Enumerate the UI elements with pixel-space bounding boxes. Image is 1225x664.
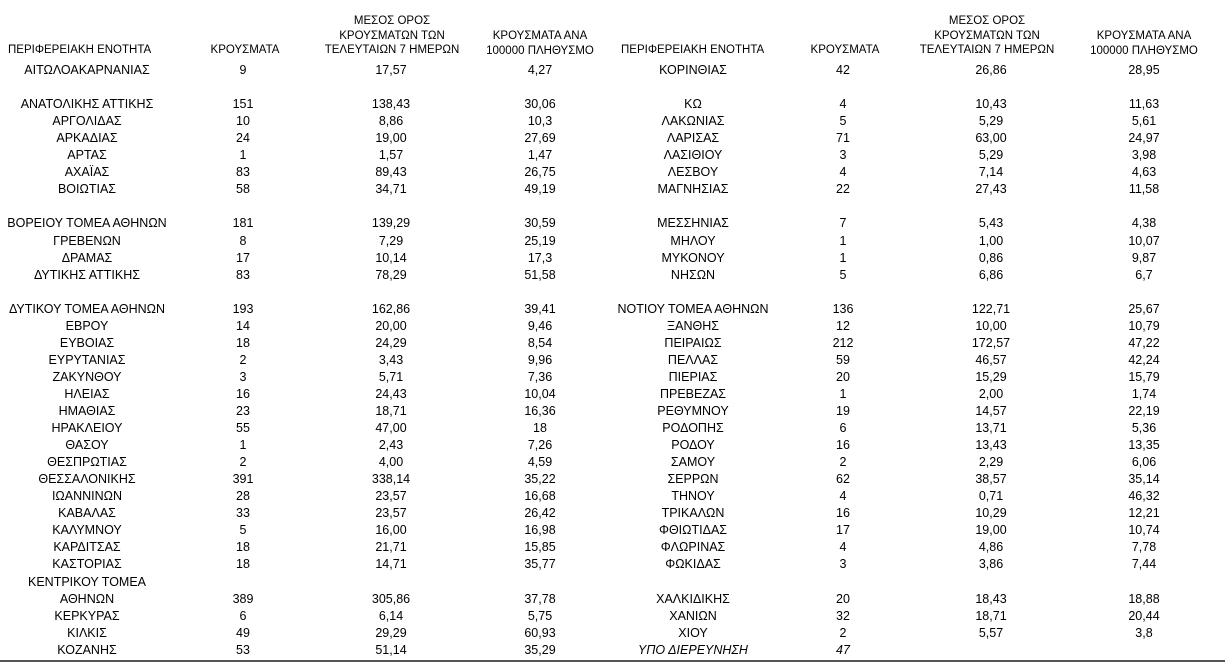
cell-cases: 1: [239, 438, 247, 453]
header-per100k-line2: 100000 ΠΛΗΘΥΣΜΟ: [1090, 44, 1198, 57]
cell-region: ΚΟΡΙΝΘΙΑΣ: [659, 63, 727, 77]
cell-per100k: 10,3: [527, 114, 553, 129]
cell-region: ΚΑΣΤΟΡΙΑΣ: [52, 557, 122, 572]
cell-region: ΕΒΡΟΥ: [65, 318, 109, 333]
cell-avg7: 46,57: [975, 352, 1007, 367]
table-row: [0, 471, 1225, 488]
cell-avg7: 162,86: [371, 301, 411, 316]
cell-cases: 12: [836, 318, 850, 333]
cell-region: ΕΥΡΥΤΑΝΙΑΣ: [48, 352, 126, 367]
cell-per100k: 5,36: [1131, 421, 1157, 436]
cell-region: ΚΑΒΑΛΑΣ: [58, 506, 116, 521]
cell-avg7: 2,43: [378, 438, 404, 453]
cell-region: ΠΙΕΡΙΑΣ: [668, 369, 718, 384]
cell-avg7: 338,14: [371, 472, 411, 487]
cell-region: ΡΟΔΟΥ: [671, 438, 715, 453]
cell-region: ΗΛΕΙΑΣ: [64, 386, 110, 401]
cell-region: ΗΜΑΘΙΑΣ: [58, 404, 116, 418]
cell-avg7: 10,29: [975, 506, 1007, 521]
cell-region: ΧΑΝΙΩΝ: [669, 608, 717, 623]
table-row: [0, 488, 1225, 505]
header-avg7-left: [322, 14, 462, 58]
cell-avg7: 19,00: [975, 523, 1007, 538]
cell-region: ΘΑΣΟΥ: [65, 438, 109, 453]
cell-per100k: 7,36: [527, 369, 553, 384]
cell-per100k: 46,32: [1128, 489, 1160, 504]
cell-cases: 6: [239, 608, 247, 623]
cell-cases: 1: [239, 148, 247, 163]
cell-cases: 28: [236, 489, 250, 504]
cell-per100k: 15,85: [524, 540, 556, 555]
cell-per100k: 27,69: [524, 131, 556, 146]
cell-per100k: 10,04: [524, 386, 556, 401]
table-row: [0, 574, 1225, 591]
cell-avg7: 13,71: [975, 421, 1007, 436]
cell-region: ΒΟΙΩΤΙΑΣ: [57, 182, 117, 197]
cell-avg7: 0,86: [978, 250, 1004, 265]
cell-cases: 18: [236, 557, 250, 572]
table-row: [0, 369, 1225, 386]
cell-avg7: 38,57: [975, 472, 1007, 487]
cell-per100k: 16,98: [524, 523, 556, 538]
cell-region: ΜΕΣΣΗΝΙΑΣ: [657, 216, 729, 231]
cell-cases: 4: [839, 165, 847, 180]
cell-per100k: 25,67: [1128, 301, 1160, 316]
cell-per100k: 7,26: [527, 438, 553, 453]
cell-avg7: 26,86: [975, 63, 1007, 77]
cell-per100k: 26,42: [524, 506, 556, 521]
cell-per100k: 26,75: [524, 165, 556, 180]
table-row: [0, 215, 1225, 232]
cell-region: ΧΙΟΥ: [678, 625, 708, 640]
cell-per100k: 7,44: [1131, 557, 1157, 572]
cell-per100k: 18: [533, 421, 547, 436]
cell-cases: 8: [239, 233, 247, 248]
cell-cases: 42: [836, 63, 850, 77]
cell-avg7: 21,71: [375, 540, 407, 555]
cell-per100k: 9,46: [527, 318, 553, 333]
cell-avg7: 23,57: [375, 506, 407, 521]
cell-avg7: 4,86: [978, 540, 1004, 555]
cell-per100k: 3,8: [1135, 625, 1153, 640]
cell-cases: 14: [236, 318, 250, 333]
cell-region: ΑΘΗΝΩΝ: [59, 591, 115, 606]
cell-cases: 10: [236, 114, 250, 129]
cell-per100k: 4,27: [527, 63, 553, 77]
cell-avg7: 18,43: [975, 591, 1007, 606]
cell-avg7: 51,14: [375, 642, 407, 657]
cell-avg7: 2,00: [978, 386, 1004, 401]
cell-region: ΚΑΡΔΙΤΣΑΣ: [53, 540, 121, 555]
cell-region: ΔΥΤΙΚΗΣ ΑΤΤΙΚΗΣ: [34, 267, 140, 282]
cell-region: ΥΠΟ ΔΙΕΡΕΥΝΗΣΗ: [638, 642, 748, 657]
cell-cases: 49: [236, 625, 250, 640]
cell-avg7: 18,71: [975, 608, 1007, 623]
cell-avg7: 1,00: [978, 233, 1004, 248]
cell-region: ΦΛΩΡΙΝΑΣ: [660, 540, 726, 555]
header-region-left: ΠΕΡΙΦΕΡΕΙΑΚΗ ΕΝΟΤΗΤΑ: [8, 44, 152, 56]
cell-per100k: 10,07: [1128, 233, 1160, 248]
cell-avg7: 7,14: [978, 165, 1004, 180]
cell-avg7: 10,14: [375, 250, 407, 265]
cell-per100k: 1,47: [527, 148, 553, 163]
cell-per100k: 35,22: [524, 472, 556, 487]
cell-per100k: 5,61: [1131, 114, 1157, 129]
cell-avg7: 6,86: [978, 267, 1004, 282]
cell-cases: 47: [836, 642, 850, 657]
table-row: [0, 267, 1225, 284]
table-row: [0, 301, 1225, 318]
cell-per100k: 49,19: [524, 182, 556, 197]
cell-per100k: 24,97: [1128, 131, 1160, 146]
table-row: [0, 420, 1225, 437]
table-row: [0, 113, 1225, 130]
cell-per100k: 4,63: [1131, 165, 1157, 180]
cell-region: ΓΡΕΒΕΝΩΝ: [53, 233, 121, 248]
cell-cases: 5: [839, 267, 847, 282]
cell-per100k: 11,58: [1128, 182, 1160, 197]
cell-avg7: 0,71: [978, 489, 1004, 504]
table-row: [0, 352, 1225, 369]
cell-per100k: 30,06: [524, 97, 556, 112]
cell-avg7: 2,29: [978, 455, 1004, 470]
cell-cases: 7: [839, 216, 847, 231]
cell-avg7: 23,57: [375, 489, 407, 504]
table-row: [0, 625, 1225, 642]
cell-per100k: 1,74: [1131, 386, 1157, 401]
cell-per100k: 6,7: [1135, 267, 1153, 282]
table-row: [0, 556, 1225, 573]
cell-per100k: 11,63: [1128, 97, 1160, 112]
cell-region: ΑΧΑΪΑΣ: [64, 165, 110, 180]
table-bottom-border: [0, 660, 1225, 662]
header-per100k-line1: ΚΡΟΥΣΜΑΤΑ ΑΝΑ: [492, 30, 588, 42]
table-row: [0, 386, 1225, 403]
cell-per100k: 9,87: [1131, 250, 1157, 265]
cell-cases: 181: [232, 216, 254, 231]
cell-avg7: 63,00: [975, 131, 1007, 146]
cell-region: ΡΕΘΥΜΝΟΥ: [657, 404, 729, 418]
cell-avg7: 5,43: [978, 216, 1004, 231]
cell-avg7: 4,00: [378, 455, 404, 470]
cell-per100k: 42,24: [1128, 352, 1160, 367]
cell-region: ΦΩΚΙΔΑΣ: [665, 557, 721, 572]
cell-cases: 3: [839, 148, 847, 163]
cell-region: ΙΩΑΝΝΙΝΩΝ: [51, 489, 123, 504]
header-region-right: ΠΕΡΙΦΕΡΕΙΑΚΗ ΕΝΟΤΗΤΑ: [621, 44, 765, 56]
cell-per100k: 17,3: [527, 250, 553, 265]
cell-region: ΑΡΚΑΔΙΑΣ: [56, 131, 118, 146]
cell-region: ΚΑΛΥΜΝΟΥ: [52, 523, 122, 538]
cell-cases: 58: [236, 182, 250, 197]
cell-avg7: 122,71: [971, 301, 1011, 316]
cell-avg7: 34,71: [375, 182, 407, 197]
cell-region: ΜΑΓΝΗΣΙΑΣ: [657, 182, 729, 197]
table-row: [0, 403, 1225, 420]
table-row: [0, 233, 1225, 250]
table-row: [0, 642, 1225, 659]
cell-region: ΛΑΚΩΝΙΑΣ: [661, 114, 725, 129]
cell-region: ΤΡΙΚΑΛΩΝ: [661, 506, 725, 521]
cell-region: ΚΕΝΤΡΙΚΟΥ ΤΟΜΕΑ: [28, 574, 146, 589]
cell-avg7: 47,00: [375, 421, 407, 436]
cell-cases: 2: [239, 352, 247, 367]
cell-region: ΚΩ: [684, 97, 702, 112]
cell-avg7: 14,57: [975, 404, 1007, 418]
cell-avg7: 139,29: [371, 216, 411, 231]
cell-avg7: 10,00: [975, 318, 1007, 333]
cell-per100k: 47,22: [1128, 335, 1160, 350]
table-row: [0, 250, 1225, 267]
cell-per100k: 12,21: [1128, 506, 1160, 521]
cell-cases: 55: [236, 421, 250, 436]
header-cases-right: ΚΡΟΥΣΜΑΤΑ: [810, 44, 880, 56]
cell-per100k: 51,58: [524, 267, 556, 282]
cell-region: ΞΑΝΘΗΣ: [667, 318, 719, 333]
cell-per100k: 15,79: [1128, 369, 1160, 384]
cell-per100k: 4,59: [527, 455, 553, 470]
cell-per100k: 13,35: [1128, 438, 1160, 453]
cell-per100k: 16,36: [524, 404, 556, 418]
cell-region: ΘΕΣΠΡΩΤΙΑΣ: [47, 455, 127, 470]
cell-cases: 151: [232, 97, 254, 112]
cell-cases: 193: [232, 301, 254, 316]
table-row: [0, 147, 1225, 164]
cell-cases: 136: [832, 301, 854, 316]
cell-cases: 212: [832, 335, 854, 350]
cell-per100k: 8,54: [527, 335, 553, 350]
cell-cases: 389: [232, 591, 254, 606]
cell-avg7: 7,29: [378, 233, 404, 248]
cell-avg7: 5,71: [378, 369, 404, 384]
cell-avg7: 15,29: [975, 369, 1007, 384]
cell-region: ΗΡΑΚΛΕΙΟΥ: [51, 421, 123, 436]
header-avg7-line1: ΜΕΣΟΣ ΟΡΟΣ: [948, 15, 1026, 27]
cell-cases: 20: [836, 369, 850, 384]
cell-per100k: 39,41: [524, 301, 556, 316]
header-avg7-line3: ΤΕΛΕΥΤΑΙΩΝ 7 ΗΜΕΡΩΝ: [919, 44, 1055, 56]
cell-region: ΣΑΜΟΥ: [670, 455, 716, 470]
header-per100k-right: [1078, 29, 1210, 58]
header-avg7-line1: ΜΕΣΟΣ ΟΡΟΣ: [353, 15, 431, 27]
table-row: [0, 505, 1225, 522]
cell-cases: 1: [839, 233, 847, 248]
cell-cases: 16: [836, 438, 850, 453]
cell-avg7: 27,43: [975, 182, 1007, 197]
table-row: [0, 130, 1225, 147]
cell-cases: 83: [236, 267, 250, 282]
cell-cases: 59: [836, 352, 850, 367]
cell-cases: 22: [836, 182, 850, 197]
cell-region: ΖΑΚΥΝΘΟΥ: [52, 369, 122, 384]
cell-region: ΛΑΣΙΘΙΟΥ: [663, 148, 723, 163]
header-cases-left: ΚΡΟΥΣΜΑΤΑ: [210, 44, 280, 56]
cell-region: ΜΥΚΟΝΟΥ: [661, 250, 725, 265]
cell-cases: 4: [839, 540, 847, 555]
cell-cases: 2: [839, 455, 847, 470]
cell-per100k: 28,95: [1128, 63, 1160, 77]
cell-cases: 33: [236, 506, 250, 521]
cell-per100k: 20,44: [1128, 608, 1160, 623]
cell-avg7: 305,86: [371, 591, 411, 606]
cell-cases: 5: [239, 523, 247, 538]
header-avg7-line2: ΚΡΟΥΣΜΑΤΩΝ ΤΩΝ: [339, 29, 445, 42]
cell-cases: 83: [236, 165, 250, 180]
header-avg7-line3: ΤΕΛΕΥΤΑΙΩΝ 7 ΗΜΕΡΩΝ: [324, 44, 460, 56]
cell-region: ΛΑΡΙΣΑΣ: [666, 131, 720, 146]
cell-cases: 6: [839, 421, 847, 436]
table-row: [0, 539, 1225, 556]
cell-region: ΒΟΡΕΙΟΥ ΤΟΜΕΑ ΑΘΗΝΩΝ: [7, 216, 167, 231]
table-row: [0, 164, 1225, 181]
cell-avg7: 19,00: [375, 131, 407, 146]
cell-cases: 9: [239, 63, 247, 77]
cell-cases: 5: [839, 114, 847, 129]
cell-cases: 24: [236, 131, 250, 146]
cell-cases: 53: [236, 642, 250, 657]
cell-avg7: 138,43: [371, 97, 411, 112]
cell-cases: 71: [836, 131, 850, 146]
cell-region: ΑΝΑΤΟΛΙΚΗΣ ΑΤΤΙΚΗΣ: [20, 97, 154, 112]
cell-region: ΘΕΣΣΑΛΟΝΙΚΗΣ: [38, 472, 136, 487]
table-row: [0, 608, 1225, 625]
cell-per100k: 10,79: [1128, 318, 1160, 333]
cell-avg7: 6,14: [378, 608, 404, 623]
cell-region: ΝΟΤΙΟΥ ΤΟΜΕΑ ΑΘΗΝΩΝ: [617, 301, 769, 316]
cell-cases: 391: [232, 472, 254, 487]
cell-region: ΑΡΓΟΛΙΔΑΣ: [52, 114, 122, 129]
cell-cases: 20: [836, 591, 850, 606]
cell-region: ΠΕΙΡΑΙΩΣ: [664, 335, 722, 350]
cell-cases: 3: [839, 557, 847, 572]
cell-cases: 1: [839, 250, 847, 265]
cell-per100k: 35,14: [1128, 472, 1160, 487]
cell-per100k: 18,88: [1128, 591, 1160, 606]
cell-cases: 4: [839, 489, 847, 504]
cell-cases: 19: [836, 404, 850, 418]
cell-cases: 2: [239, 455, 247, 470]
cell-region: ΑΙΤΩΛΟΑΚΑΡΝΑΝΙΑΣ: [24, 63, 150, 77]
table-row: [0, 335, 1225, 352]
cell-per100k: 4,38: [1131, 216, 1157, 231]
cell-cases: 16: [236, 386, 250, 401]
cell-cases: 3: [239, 369, 247, 384]
cell-cases: 16: [836, 506, 850, 521]
cell-cases: 62: [836, 472, 850, 487]
cell-cases: 17: [236, 250, 250, 265]
cell-avg7: 24,29: [375, 335, 407, 350]
cell-per100k: 10,74: [1128, 523, 1160, 538]
cell-avg7: 89,43: [375, 165, 407, 180]
cell-region: ΔΥΤΙΚΟΥ ΤΟΜΕΑ ΑΘΗΝΩΝ: [8, 301, 166, 316]
cell-region: ΚΟΖΑΝΗΣ: [57, 642, 117, 657]
cell-cases: 18: [236, 540, 250, 555]
cell-per100k: 35,77: [524, 557, 556, 572]
cell-region: ΧΑΛΚΙΔΙΚΗΣ: [656, 591, 730, 606]
table-row: [0, 437, 1225, 454]
cell-avg7: 3,43: [378, 352, 404, 367]
cell-avg7: 5,29: [978, 148, 1004, 163]
cell-per100k: 9,96: [527, 352, 553, 367]
cell-cases: 18: [236, 335, 250, 350]
cell-avg7: 17,57: [375, 63, 407, 77]
cell-avg7: 10,43: [975, 97, 1007, 112]
cell-per100k: 7,78: [1131, 540, 1157, 555]
cell-region: ΕΥΒΟΙΑΣ: [59, 335, 115, 350]
cell-avg7: 29,29: [375, 625, 407, 640]
cell-region: ΑΡΤΑΣ: [67, 148, 107, 163]
cell-region: ΚΕΡΚΥΡΑΣ: [54, 608, 120, 623]
cell-cases: 23: [236, 404, 250, 418]
cell-per100k: 25,19: [524, 233, 556, 248]
cell-region: ΣΕΡΡΩΝ: [667, 472, 719, 487]
cell-region: ΔΡΑΜΑΣ: [61, 250, 113, 265]
cell-per100k: 37,78: [524, 591, 556, 606]
table-row: [0, 96, 1225, 113]
cell-region: ΠΡΕΒΕΖΑΣ: [659, 386, 727, 401]
cell-per100k: 30,59: [524, 216, 556, 231]
cell-avg7: 3,86: [978, 557, 1004, 572]
table-row: [0, 454, 1225, 471]
table-row: [0, 591, 1225, 608]
cell-avg7: 8,86: [378, 114, 404, 129]
table-row: [0, 181, 1225, 198]
cell-region: ΝΗΣΩΝ: [670, 267, 716, 282]
cell-avg7: 24,43: [375, 386, 407, 401]
cell-per100k: 3,98: [1131, 148, 1157, 163]
table-row: [0, 62, 1225, 79]
cell-avg7: 172,57: [971, 335, 1011, 350]
cell-avg7: 5,29: [978, 114, 1004, 129]
cell-cases: 2: [839, 625, 847, 640]
cell-per100k: 60,93: [524, 625, 556, 640]
table-row: [0, 522, 1225, 539]
header-per100k-left: [474, 29, 606, 58]
cell-region: ΤΗΝΟΥ: [671, 489, 715, 504]
cell-cases: 32: [836, 608, 850, 623]
cell-region: ΚΙΛΚΙΣ: [67, 625, 107, 640]
cell-per100k: 22,19: [1128, 404, 1160, 418]
cell-region: ΠΕΛΛΑΣ: [667, 352, 719, 367]
cell-per100k: 35,29: [524, 642, 556, 657]
table-row: [0, 318, 1225, 335]
header-per100k-line2: 100000 ΠΛΗΘΥΣΜΟ: [486, 44, 594, 57]
cell-avg7: 5,57: [978, 625, 1004, 640]
cell-avg7: 14,71: [375, 557, 407, 572]
cell-cases: 17: [836, 523, 850, 538]
cell-region: ΜΗΛΟΥ: [670, 233, 716, 248]
cell-per100k: 6,06: [1131, 455, 1157, 470]
header-per100k-line1: ΚΡΟΥΣΜΑΤΑ ΑΝΑ: [1096, 30, 1192, 42]
cell-per100k: 16,68: [524, 489, 556, 504]
header-avg7-line2: ΚΡΟΥΣΜΑΤΩΝ ΤΩΝ: [934, 29, 1040, 42]
cell-region: ΡΟΔΟΠΗΣ: [662, 421, 724, 436]
cell-avg7: 78,29: [375, 267, 407, 282]
cell-avg7: 18,71: [375, 404, 407, 418]
cell-region: ΦΘΙΩΤΙΔΑΣ: [658, 523, 728, 538]
header-avg7-right: [917, 14, 1057, 58]
cell-avg7: 1,57: [378, 148, 404, 163]
cell-avg7: 13,43: [975, 438, 1007, 453]
cell-avg7: 16,00: [375, 523, 407, 538]
cell-cases: 1: [839, 386, 847, 401]
cell-avg7: 20,00: [375, 318, 407, 333]
cell-cases: 4: [839, 97, 847, 112]
cell-per100k: 5,75: [527, 608, 553, 623]
cell-region: ΛΕΣΒΟΥ: [667, 165, 719, 180]
